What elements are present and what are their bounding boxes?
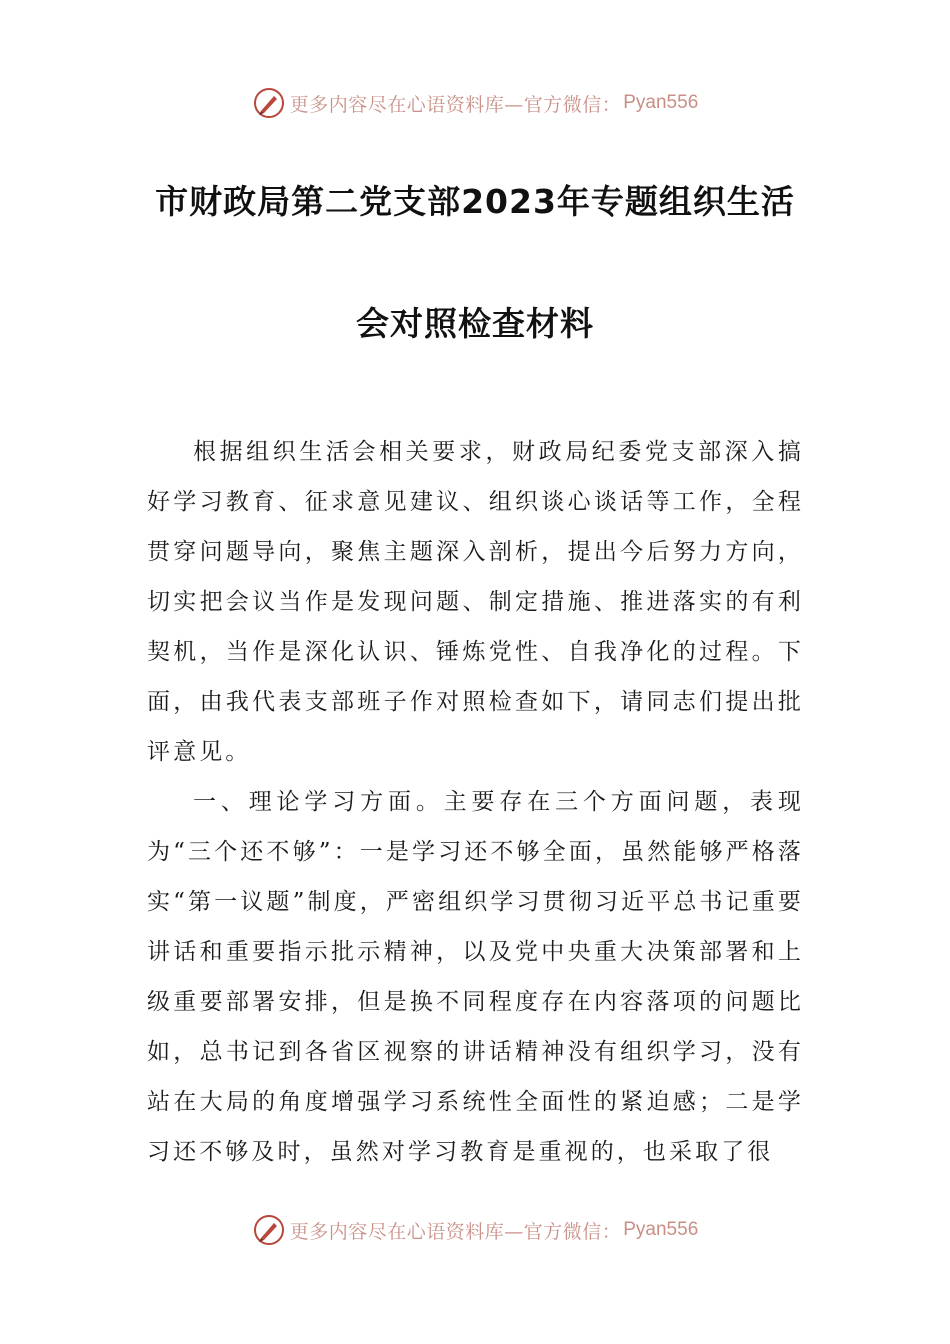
document-title-line-2: 会对照检查材料 xyxy=(356,304,594,343)
pen-logo-icon xyxy=(252,86,286,120)
watermark-text: 更多内容尽在心语资料库—官方微信： xyxy=(289,93,622,116)
paragraph: 一、理论学习方面。主要存在三个方面问题，表现为“三个还不够”：一是学习还不够全面，虽然能够严格落实“第一议题”制度，严密组织学习贯彻习近平总书记重要讲话和重要指示批示精神，以及党中央重大决策部署和上级重要部署安排，但是换不同程度存在内容落项的问题比如，总书记到各省区视察的讲话精神没有组织学习，没有站在大局的角度增强学习系统性全面性的紧迫感；二是学习还不够及时，虽然对学习教育是重视的，也采取了很 xyxy=(147,789,804,1165)
watermark-wechat-id: Pyan556 xyxy=(623,1219,699,1240)
watermark-footer xyxy=(0,1210,950,1250)
paragraph: 根据组织生活会相关要求，财政局纪委党支部深入搞好学习教育、征求意见建议、组织谈心谈话等工作，全程贯穿问题导向，聚焦主题深入剖析，提出今后努力方向，切实把会议当作是发现问题、制定措施、推进落实的有利契机，当作是深化认识、锤炼党性、自我净化的过程。下面，由我代表支部班子作对照检查如下，请同志们提出批评意见。 xyxy=(147,439,804,765)
document-title-line-1: 市财政局第二党支部2023年专题组织生活 xyxy=(155,182,795,221)
pen-logo-icon xyxy=(252,1213,286,1247)
document-body xyxy=(147,427,804,1177)
watermark-header xyxy=(0,83,950,123)
watermark-text: 更多内容尽在心语资料库—官方微信： xyxy=(289,1220,622,1243)
watermark-wechat-id: Pyan556 xyxy=(623,92,699,113)
